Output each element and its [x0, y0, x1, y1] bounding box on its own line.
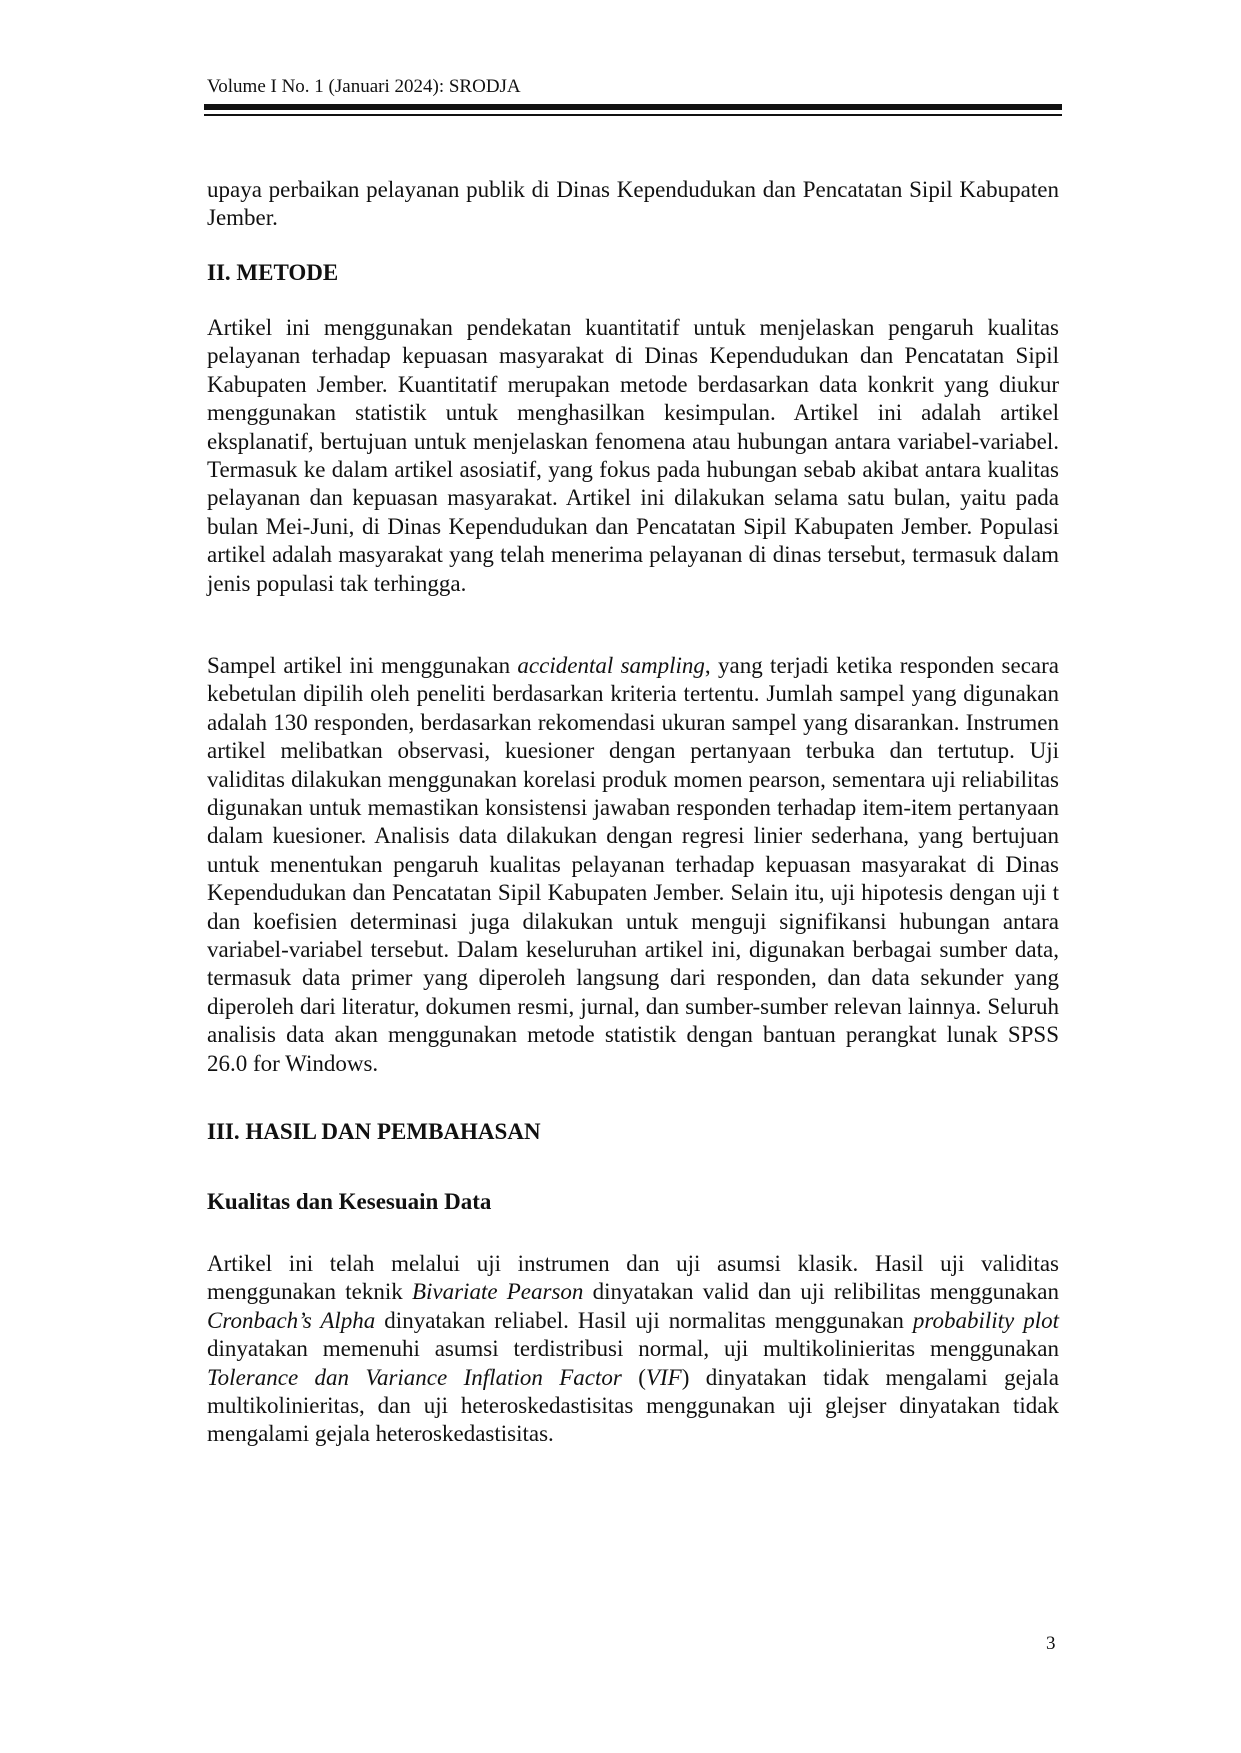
subsection-heading-kualitas: Kualitas dan Kesesuain Data — [207, 1189, 492, 1214]
section-heading-metode: II. METODE — [207, 260, 339, 285]
italic-term: Cronbach’s Alpha — [207, 1307, 376, 1333]
page-number: 3 — [1046, 1633, 1056, 1654]
italic-term: probability plot — [912, 1307, 1059, 1333]
italic-term: Bivariate Pearson — [411, 1279, 584, 1305]
italic-term: VIF — [645, 1364, 682, 1390]
text-run: dinyatakan valid dan uji relibilitas menggunakan — [583, 1279, 1059, 1305]
text-run: dinyatakan reliabel. Hasil uji normalitas menggunakan — [375, 1307, 913, 1333]
text-run: Sampel artikel ini menggunakan — [207, 653, 518, 678]
text-run: ) dinyatakan tidak mengalami gejala multikolinieritas, dan uji heteroskedastisitas menggunakan uji glejser dinyatakan tidak mengalami gejala heteroskedastisitas. — [207, 1364, 1059, 1447]
paragraph-metode-2 — [207, 652, 1059, 1078]
text-run: , yang terjadi ketika responden secara kebetulan dipilih oleh peneliti berdasarkan kriteria tertentu. Jumlah sampel yang digunakan adalah 130 responden, berdasarkan rekomendasi ukuran sampel yang disarankan. Instrumen artikel melibatkan observasi, kuesioner dengan pertanyaan terbuka dan tertutup. Uji validitas dilakukan menggunakan korelasi produk momen pearson, sementara uji reliabilitas digunakan untuk memastikan konsistensi jawaban responden terhadap item-item pertanyaan dalam kuesioner. Analisis data dilakukan dengan regresi linier sederhana, yang bertujuan untuk menentukan pengaruh kualitas pelayanan terhadap kepuasan masyarakat di Dinas Kependudukan dan Pencatatan Sipil Kabupaten Jember. Selain itu, uji hipotesis dengan uji t dan koefisien determinasi juga dilakukan untuk menguji signifikansi hubungan antara variabel-variabel tersebut. Dalam keseluruhan artikel ini, digunakan berbagai sumber data, termasuk data primer yang diperoleh langsung dari responden, dan data sekunder yang diperoleh dari literatur, dokumen resmi, jurnal, dan sumber-sumber relevan lainnya. Seluruh analisis data akan menggunakan metode statistik dengan bantuan perangkat lunak SPSS 26.0 for Windows. — [207, 653, 1060, 1076]
italic-term: accidental sampling — [517, 653, 705, 678]
section-heading-hasil: III. HASIL DAN PEMBAHASAN — [207, 1119, 541, 1144]
italic-term: Tolerance dan Variance Inflation Factor — [207, 1364, 622, 1390]
text-run: Artikel ini telah melalui uji instrumen dan uji asumsi klasik. Hasil uji validitas menggunakan teknik — [207, 1251, 1059, 1305]
paragraph-metode-1: Artikel ini menggunakan pendekatan kuantitatif untuk menjelaskan pengaruh kualitas pelayanan terhadap kepuasan masyarakat di Dinas Kependudukan dan Pencatatan Sipil Kabupaten Jember. Kuantitatif merupakan metode berdasarkan data konkrit yang diukur menggunakan statistik untuk menghasilkan kesimpulan. Artikel ini adalah artikel eksplanatif, bertujuan untuk menjelaskan fenomena atau hubungan antara variabel-variabel. Termasuk ke dalam artikel asosiatif, yang fokus pada hubungan sebab akibat antara kualitas pelayanan dan kepuasan masyarakat. Artikel ini dilakukan selama satu bulan, yaitu pada bulan Mei-Juni, di Dinas Kependudukan dan Pencatatan Sipil Kabupaten Jember. Populasi artikel adalah masyarakat yang telah menerima pelayanan di dinas tersebut, termasuk dalam jenis populasi tak terhingga. — [207, 315, 1059, 596]
running-header: Volume I No. 1 (Januari 2024): SRODJA — [207, 76, 521, 97]
header-rule-thick — [204, 104, 1062, 110]
text-run: ( — [621, 1364, 646, 1390]
text-run: dinyatakan memenuhi asumsi terdistribusi normal, uji multikolinieritas menggunakan — [207, 1336, 1059, 1362]
header-rule-thin — [204, 114, 1062, 116]
paragraph-intro-continuation: upaya perbaikan pelayanan publik di Dinas Kependudukan dan Pencatatan Sipil Kabupaten Jember. — [207, 177, 1059, 231]
paragraph-hasil-1 — [207, 1250, 1059, 1449]
